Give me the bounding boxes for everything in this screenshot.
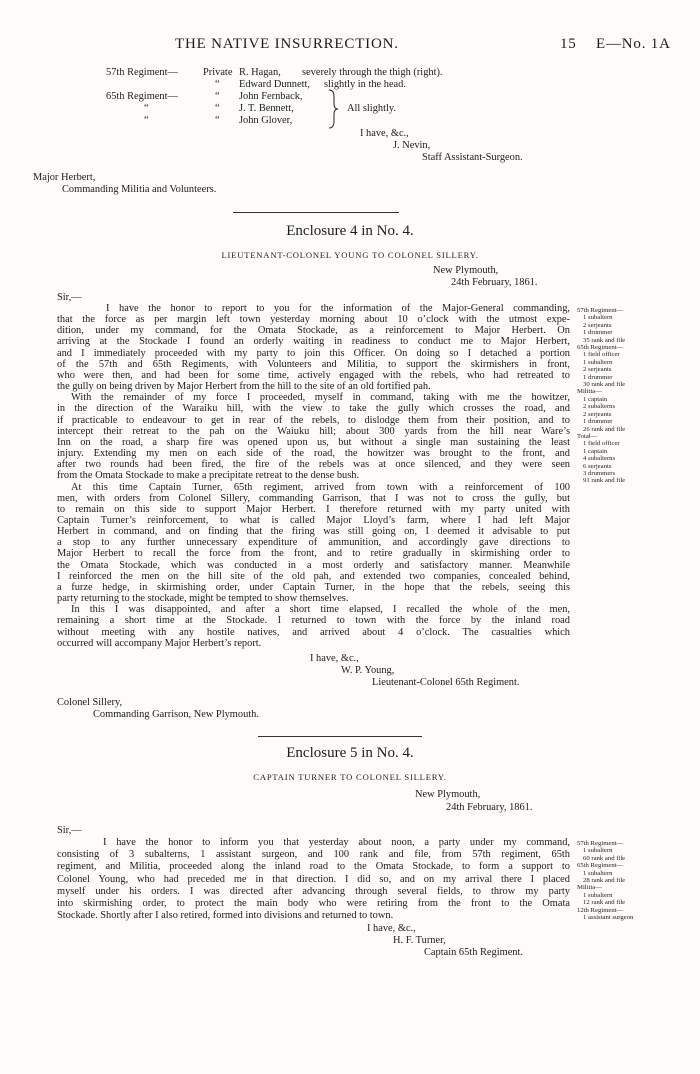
addressee-line: Major Herbert, xyxy=(33,172,96,183)
body-line: party returning to the stockade, might be tempted to show themselves. xyxy=(57,593,349,605)
margin-line: 60 rank and file xyxy=(583,854,626,862)
margin-line: 3 drummers xyxy=(583,469,616,477)
enclosure-subheading: LIEUTENANT-COLONEL YOUNG TO COLONEL SILLERY. xyxy=(221,250,479,260)
margin-line: 6 serjeants xyxy=(583,462,612,470)
signature-title: Lieutenant-Colonel 65th Regiment. xyxy=(372,677,520,688)
body-line: and I immediately proceeded with my party to join this Officer. On doing so I detached a portion xyxy=(57,347,570,359)
enclosure4-body xyxy=(57,303,570,649)
body-line: injury. Extending my men on each side of the road, the howitzer was brought to the front, and xyxy=(57,448,570,460)
body-line: arriving at the Stockade I found an orderly waiting in readiness to conduct me to Major Herbert, xyxy=(57,336,570,348)
body-line: the Omata Stockade, which was conducted in a most orderly and satisfactory manner. Meanwhile xyxy=(57,559,570,571)
casualty-rank: “ xyxy=(215,115,220,126)
body-line: Colonel Young, who had preceded me in that direction. I did so, and on my arrival there I placed xyxy=(57,873,570,885)
page-number: 15 xyxy=(560,36,577,52)
casualty-regiment: “ xyxy=(144,115,149,126)
body-line: I have the honor to report to you for the information of the Major-General commanding, xyxy=(106,303,570,314)
body-line: into skirmishing order, to protect the main body who were retiring from the front to the Omata xyxy=(57,898,570,910)
margin-heading: 65th Regiment— xyxy=(577,862,624,870)
running-title: THE NATIVE INSURRECTION. xyxy=(175,36,399,52)
body-line: I reinforced the men on the hill site of the old pah, and extended two companies, concealed behind, xyxy=(57,570,570,582)
enclosure-heading: Enclosure 4 in No. 4. xyxy=(286,223,414,239)
body-line: without meeting with any hostile natives, and arrived about 4 o’clock. The casualties which xyxy=(57,626,570,638)
margin-line: 91 rank and file xyxy=(583,477,626,485)
body-line: dition, under my command, for the Omata Stockade, as a reinforcement to Major Herbert. On xyxy=(57,325,570,337)
margin-line: 2 serjeants xyxy=(583,366,612,374)
enclosure-subheading: CAPTAIN TURNER TO COLONEL SILLERY. xyxy=(253,772,447,782)
casualty-brace xyxy=(326,89,340,129)
closing-greeting: I have, &c., xyxy=(360,128,409,139)
closing-greeting: I have, &c., xyxy=(367,923,416,934)
enclosure5-body xyxy=(57,837,570,922)
margin-line: 1 subaltern xyxy=(583,869,613,877)
signature-name: J. Nevin, xyxy=(393,140,431,151)
casualty-wound: severely through the thigh (right). xyxy=(302,67,443,78)
casualty-rank: Private xyxy=(203,67,233,78)
margin-note-party xyxy=(577,840,633,921)
body-line: of the 57th and 65th Regiments, with Volunteers and Militia, to support the skirmishers in front, xyxy=(57,358,570,370)
casualty-rank: “ xyxy=(215,91,220,102)
casualty-group-note: All slightly. xyxy=(347,103,396,114)
closing-greeting: I have, &c., xyxy=(310,653,359,664)
margin-line: 1 drummer xyxy=(583,373,613,381)
body-line: With the remainder of my force I proceeded, myself in command, taking with me the howitzer, xyxy=(71,392,570,404)
body-line: from the Omata Stockade to make a precipitate retreat to the dense bush. xyxy=(57,470,360,482)
margin-line: 28 rank and file xyxy=(583,877,626,885)
margin-line: 1 field officer xyxy=(583,440,620,448)
margin-line: 1 field officer xyxy=(583,351,620,359)
margin-heading: 12th Regiment— xyxy=(577,906,624,914)
body-line: a stop to any further unnecessary expenditure of ammunition, and accordingly gave directions to xyxy=(57,537,570,549)
signature-name: W. P. Young, xyxy=(341,665,395,676)
margin-line: 30 rank and file xyxy=(583,381,626,389)
body-line: In this I was disappointed, and after a short time elapsed, I recalled the whole of the men, xyxy=(71,604,570,616)
body-line: Major Herbert to recall the force from the front, and to retire gradually in skirmishing order to xyxy=(57,548,570,560)
casualty-rank: “ xyxy=(215,103,220,114)
margin-line: 2 serjeants xyxy=(583,321,612,329)
body-line: men, with orders from Colonel Sillery, commanding Garrison, that I was not to cross the gully, but xyxy=(57,492,570,504)
margin-line: 12 rank and file xyxy=(583,899,626,907)
casualty-name: John Glover, xyxy=(239,115,293,126)
enclosure-heading: Enclosure 5 in No. 4. xyxy=(286,745,414,761)
margin-line: 1 drummer xyxy=(583,329,613,337)
margin-heading: 65th Regiment— xyxy=(577,344,624,352)
letter-place: New Plymouth, xyxy=(433,265,499,276)
addressee-line: Colonel Sillery, xyxy=(57,697,123,708)
divider-rule xyxy=(233,212,399,213)
addressee-line: Commanding Militia and Volunteers. xyxy=(62,184,217,195)
body-line: Herbert in command, and on finding that the firing was still going on, I deemed it advisable to put xyxy=(57,526,570,538)
margin-heading: 57th Regiment— xyxy=(577,307,624,314)
casualty-rank: “ xyxy=(215,79,220,90)
signature-title: Captain 65th Regiment. xyxy=(424,947,523,958)
body-line: that the force as per margin left town yesterday morning about 10 o’clock with the utmost expe- xyxy=(57,314,570,326)
margin-line: 1 subaltern xyxy=(583,358,613,366)
signature-name: H. F. Turner, xyxy=(393,935,446,946)
margin-note-force xyxy=(577,307,625,485)
margin-heading: 57th Regiment— xyxy=(577,840,624,847)
casualty-name: Edward Dunnett, xyxy=(239,79,310,90)
casualty-wound: slightly in the head. xyxy=(324,79,406,90)
margin-heading: Total— xyxy=(577,432,598,440)
margin-line: 1 subaltern xyxy=(583,847,613,855)
margin-line: 1 assistant surgeon xyxy=(583,914,634,922)
salutation: Sir,— xyxy=(57,825,82,836)
signature-title: Staff Assistant-Surgeon. xyxy=(422,152,523,163)
body-line: in the direction of the Waraiku hill, with the view to take the gully which crosses the road, and xyxy=(57,403,570,415)
letter-place: New Plymouth, xyxy=(415,789,481,800)
casualty-regiment: 65th Regiment— xyxy=(106,91,178,102)
margin-heading: Militia— xyxy=(577,388,602,396)
body-line: after two rounds had been fired, the fire of the rebels was at once silenced, and they were seen xyxy=(57,459,570,471)
body-line: remaining a short time at the Stockade. I returned to town with the force by the inland road xyxy=(57,615,570,627)
casualty-name: John Fernback, xyxy=(239,91,303,102)
margin-line: 2 serjeants xyxy=(583,410,612,418)
body-line: to remain on this side to support Major Herbert. I therefore returned with my party united with xyxy=(57,503,570,515)
document-reference: E—No. 1A xyxy=(596,36,671,52)
margin-line: 35 rank and file xyxy=(583,336,626,344)
casualty-name: R. Hagan, xyxy=(239,67,281,78)
body-line: Captain Turner’s reinforcement, to what is called Major Lloyd’s farm, where I had left Major xyxy=(57,514,570,526)
margin-heading: Militia— xyxy=(577,884,602,892)
body-line: if practicable to endeavour to get in rear of the rebels, to dislodge them from their position, and to xyxy=(57,414,570,426)
margin-line: 4 subalterns xyxy=(583,455,616,463)
body-line: myself under his orders. I was directed after advancing through several fields, to throw my party xyxy=(57,885,570,897)
letter-date: 24th February, 1861. xyxy=(451,277,538,288)
body-line: occurred will accompany Major Herbert’s report. xyxy=(57,637,262,649)
casualty-regiment: 57th Regiment— xyxy=(106,67,178,78)
letter-date: 24th February, 1861. xyxy=(446,802,533,813)
body-line: who were then, and had been for some time, actively engaged with the rebels, who had retreated to xyxy=(57,369,570,381)
margin-line: 1 captain xyxy=(583,395,608,403)
addressee-line: Commanding Garrison, New Plymouth. xyxy=(93,709,259,720)
body-line: At this time Captain Turner, 65th regiment, arrived from town with a reinforcement of 100 xyxy=(71,481,570,493)
body-line: Stockade. Shortly after I also retired, formed into divisions and returned to town. xyxy=(57,910,394,922)
margin-line: 1 subaltern xyxy=(583,314,613,322)
margin-line: 1 subaltern xyxy=(583,891,613,899)
salutation: Sir,— xyxy=(57,292,82,303)
margin-line: 1 captain xyxy=(583,447,608,455)
body-line: regiment, and Militia, proceeded along the inland road to the Omata Stockade, to form a support to xyxy=(57,861,570,873)
body-line: Inn on the road, a sharp fire was opened upon us, but without a single man sustaining the least xyxy=(57,436,570,448)
body-line: the gully on being driven by Major Herbert from the hill to the site of an old fortified pah. xyxy=(57,381,431,393)
body-line: a furze hedge, in skirmishing order, under Captain Turner, in the hope that the rebels, seeing this xyxy=(57,581,570,593)
divider-rule xyxy=(258,736,422,737)
margin-line: 1 drummer xyxy=(583,418,613,426)
body-line: intercept their retreat to the pah on the Waiuku hill; about 300 yards from the hill near Ware’s xyxy=(57,425,570,437)
body-line: consisting of 3 subalterns, 1 assistant surgeon, and 100 rank and file, from 57th regiment, 65th xyxy=(57,849,570,861)
body-line: I have the honor to inform you that yesterday about noon, a party under my command, xyxy=(103,837,570,848)
casualty-regiment: “ xyxy=(144,103,149,114)
margin-line: 2 subalterns xyxy=(583,403,616,411)
casualty-name: J. T. Bennett, xyxy=(239,103,294,114)
margin-line: 26 rank and file xyxy=(583,425,626,433)
